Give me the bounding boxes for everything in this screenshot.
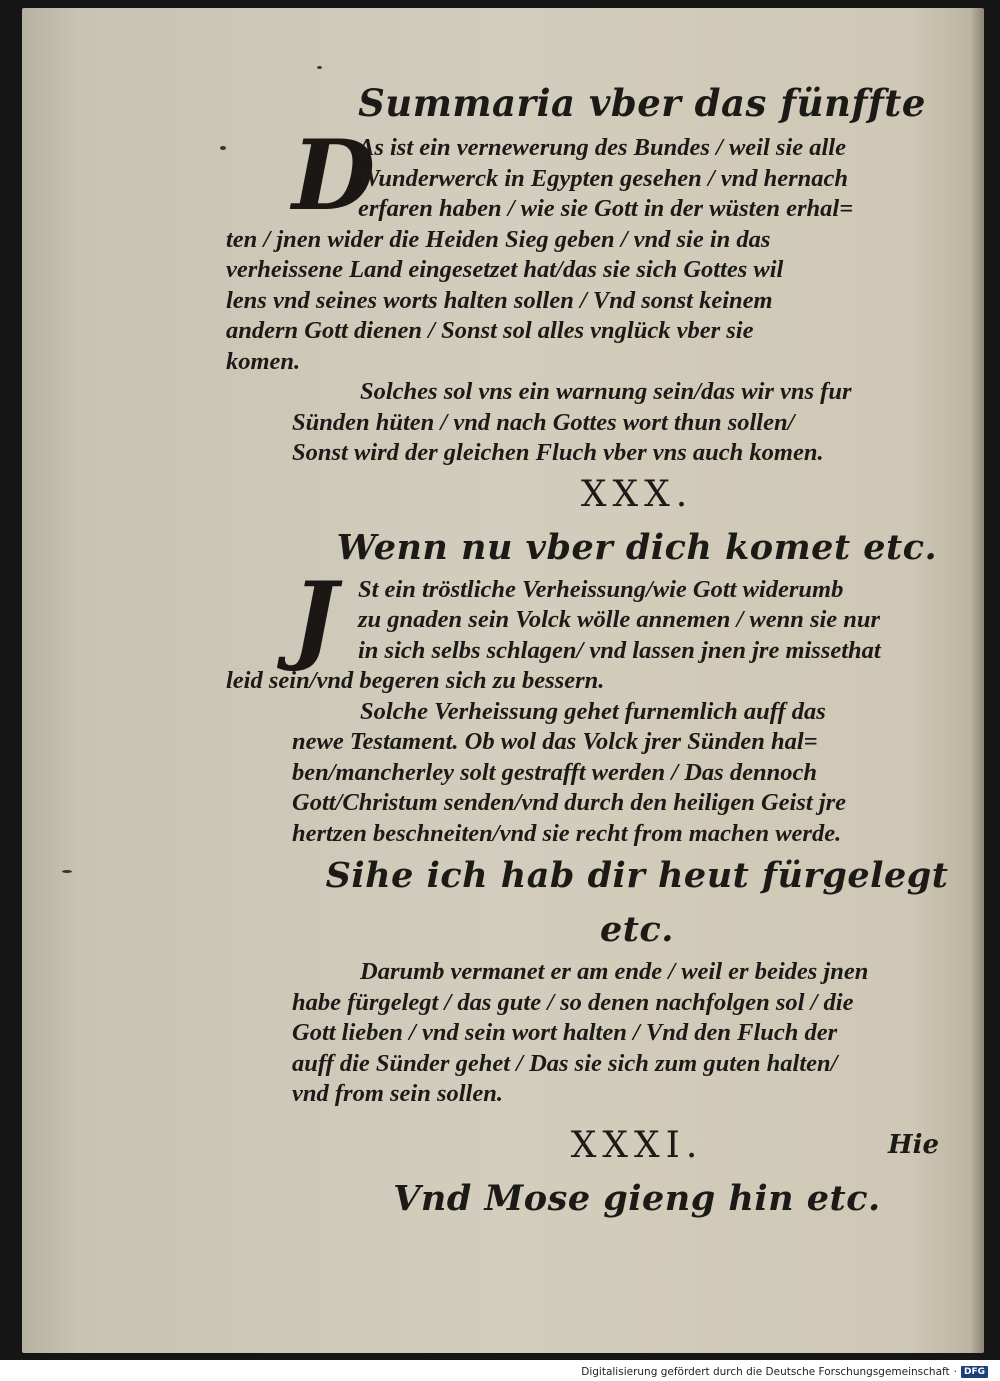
text-line: ten / jnen wider die Heiden Sieg geben / vnd sie in das (226, 225, 771, 253)
book-page (22, 8, 984, 1353)
digitization-footer (581, 1366, 988, 1378)
chapter-number-xxx: XXX. (580, 473, 694, 515)
footer-separator: · (953, 1366, 957, 1378)
text-line: leid sein/vnd begeren sich zu bessern. (226, 667, 605, 694)
text-line: As ist ein vernewerung des Bundes / weil sie alle (358, 134, 846, 161)
text-line: Solche Verheissung gehet furnemlich auff das (360, 697, 826, 725)
ink-speck (62, 870, 72, 873)
text-line: lens vnd seines worts halten sollen / Vnd sonst keinem (226, 286, 773, 314)
text-line: Sonst wird der gleichen Fluch vber vns auch komen. (292, 439, 824, 466)
text-line: Gott/Christum senden/vnd durch den heiligen Geist jre (292, 789, 847, 816)
text-line: vnd from sein sollen. (292, 1080, 503, 1107)
section-heading-sihe: Sihe ich hab dir heut fürgelegt etc. (325, 855, 949, 950)
text-line: komen. (226, 347, 301, 375)
text-line: auff die Sünder gehet / Das sie sich zum guten halten/ (292, 1049, 838, 1077)
text-line: Wunderwerck in Egypten gesehen / vnd hernach (358, 164, 849, 192)
dfg-logo-icon: DFG (961, 1366, 988, 1378)
ink-speck (317, 66, 322, 69)
text-line: St ein tröstliche Verheissung/wie Gott widerumb (358, 575, 844, 603)
text-line: erfaren haben / wie sie Gott in der wüsten erhal= (358, 195, 854, 222)
paragraph-warning (292, 377, 982, 469)
ink-speck (220, 146, 226, 150)
chapter-number-xxxi: XXXI. (570, 1124, 704, 1166)
page-text (226, 73, 982, 1226)
text-line: verheissene Land eingesetzet hat/das sie sich Gottes wil (226, 256, 784, 283)
text-line: andern Gott dienen / Sonst sol alles vnglück vber sie (226, 317, 754, 344)
text-line: Gott lieben / vnd sein wort halten / Vnd den Fluch der (292, 1019, 838, 1046)
footer-credit-text: Digitalisierung gefördert durch die Deutsche Forschungsgemeinschaft (581, 1366, 950, 1378)
text-line: hertzen beschneiten/vnd sie recht from machen werde. (292, 819, 842, 847)
text-line: zu gnaden sein Volck wölle annemen / wenn sie nur (358, 606, 881, 633)
paragraph-promise (226, 560, 982, 697)
text-line: Darumb vermanet er am ende / weil er beides jnen (360, 958, 869, 985)
catchword: Hie (888, 1130, 939, 1160)
text-line: in sich selbs schlagen/ vnd lassen jnen jre missethat (358, 636, 881, 664)
text-line: Sünden hüten / vnd nach Gottes wort thun sollen/ (292, 408, 795, 436)
text-line: ben/mancherley solt gestrafft werden / Das dennoch (292, 758, 817, 786)
text-line: habe fürgelegt / das gute / so denen nachfolgen sol / die (292, 988, 854, 1016)
section-heading-wenn: Wenn nu vber dich komet etc. (336, 526, 938, 568)
text-line: Solches sol vns ein warnung sein/das wir vns fur (360, 378, 852, 405)
dropcap-letter: J (292, 560, 338, 674)
dropcap-letter: D (292, 119, 376, 232)
paragraph-admonition (292, 957, 982, 1110)
paragraph-testament (292, 697, 982, 850)
paragraph-text (226, 119, 982, 377)
text-line: newe Testament. Ob wol das Volck jrer Sünden hal= (292, 728, 818, 755)
paragraph-text (226, 560, 982, 697)
summary-heading: Summaria vber das fünffte (358, 81, 926, 125)
paragraph-covenant (226, 119, 982, 377)
section-heading-vnd: Vnd Mose gieng hin etc. (393, 1177, 881, 1219)
